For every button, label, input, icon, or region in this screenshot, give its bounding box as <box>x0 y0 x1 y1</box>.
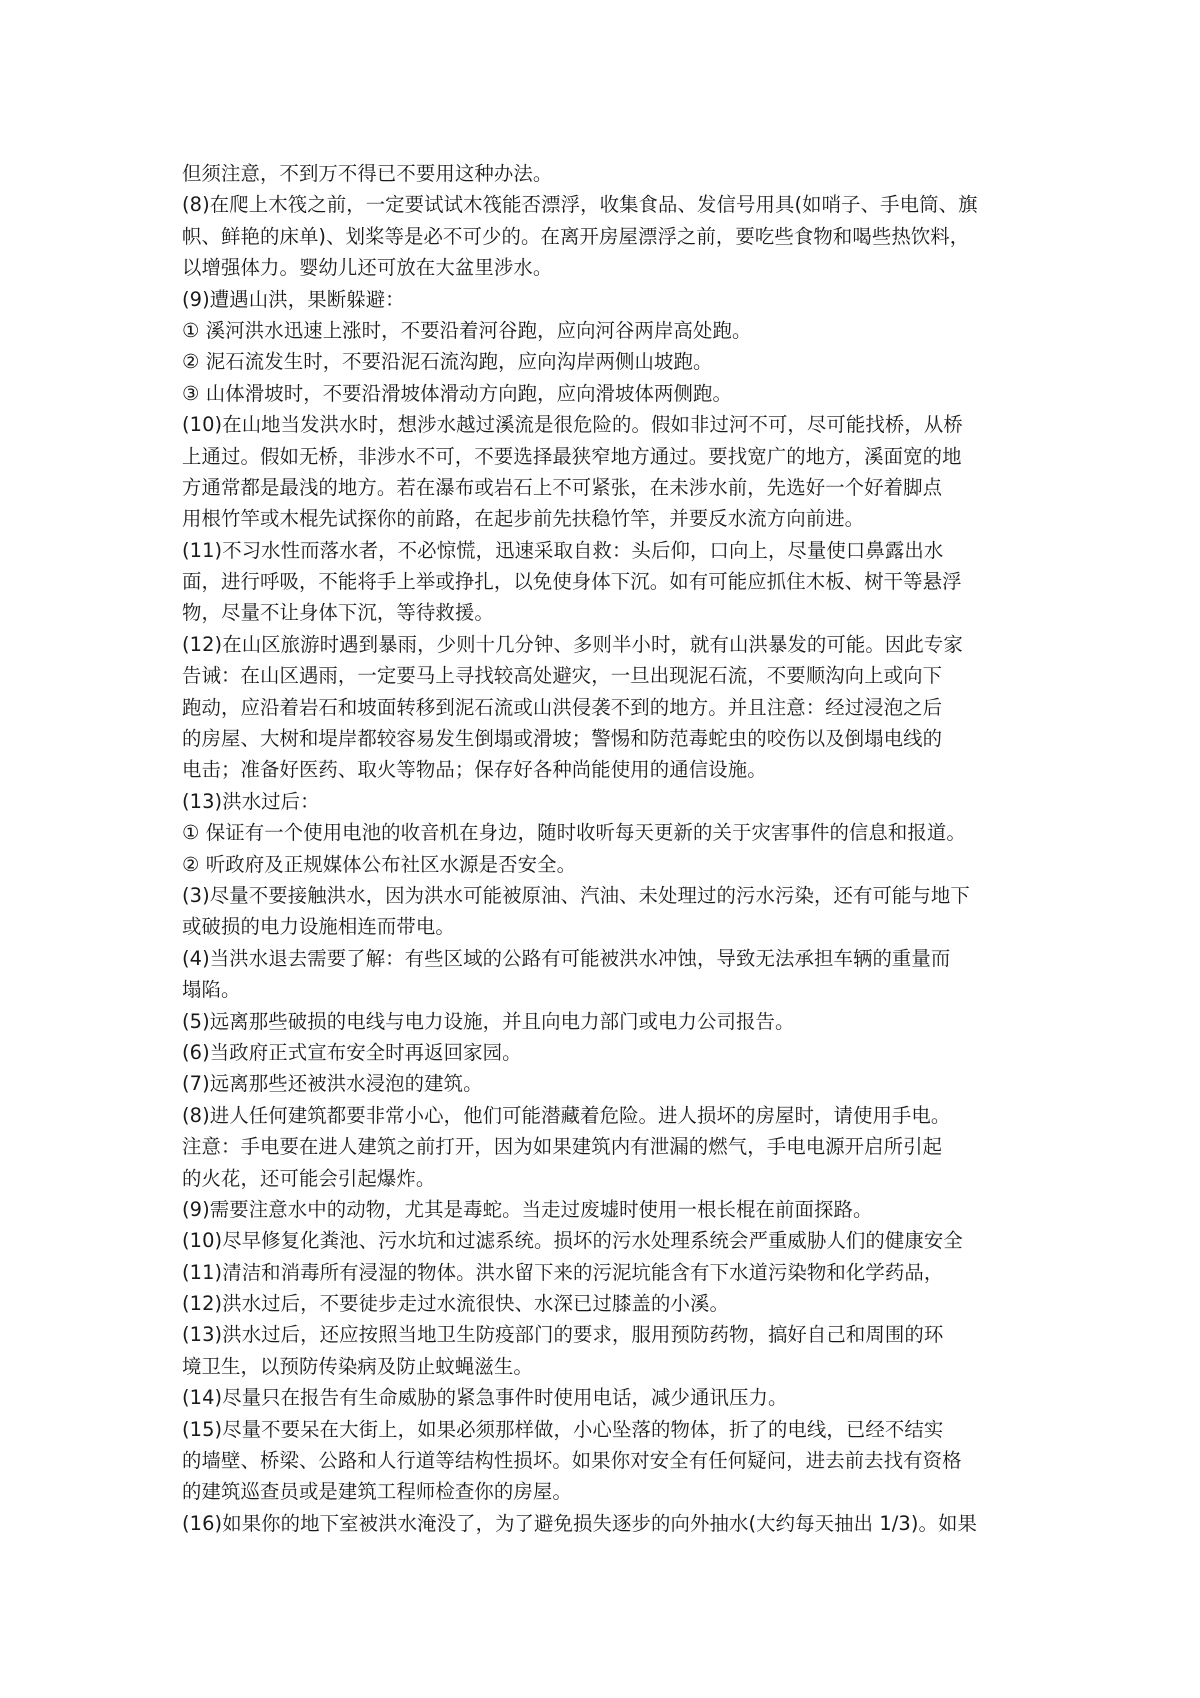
text-line: (7)远离那些还被洪水浸泡的建筑。 <box>182 1072 483 1096</box>
document-body <box>182 158 1032 1539</box>
text-line: (14)尽量只在报告有生命威胁的紧急事件时使用电话，减少通讯压力。 <box>182 1386 788 1410</box>
text-line: 境卫生，以预防传染病及防止蚊蝇滋生。 <box>182 1354 533 1378</box>
text-line: (11)不习水性而落水者，不必惊慌，迅速采取自救：头后仰，口向上，尽量使口鼻露出水 <box>182 538 944 562</box>
text-line: 帜、鲜艳的床单)、划桨等是必不可少的。在离开房屋漂浮之前，要吃些食物和喝些热饮料， <box>182 224 970 248</box>
text-line: 电击；准备好医药、取火等物品；保存好各种尚能使用的通信设施。 <box>182 758 767 782</box>
text-line: 的建筑巡查员或是建筑工程师检查你的房屋。 <box>182 1480 572 1504</box>
text-line: 物，尽量不让身体下沉，等待救援。 <box>182 601 494 625</box>
text-line: ② 听政府及正规媒体公布社区水源是否安全。 <box>182 852 577 876</box>
text-line: (9)需要注意水中的动物，尤其是毒蛇。当走过废墟时使用一根长棍在前面探路。 <box>182 1197 873 1221</box>
text-line: 注意：手电要在进人建筑之前打开，因为如果建筑内有泄漏的燃气，手电电源开启所引起 <box>182 1135 943 1159</box>
text-line: (13)洪水过后： <box>182 789 320 813</box>
text-line: ③ 山体滑坡时，不要沿滑坡体滑动方向跑，应向滑坡体两侧跑。 <box>182 381 732 405</box>
text-line: 告诫：在山区遇雨，一定要马上寻找较高处避灾，一旦出现泥石流，不要顺沟向上或向下 <box>182 664 943 688</box>
text-line: 的墙壁、桥梁、公路和人行道等结构性损坏。如果你对安全有任何疑问，进去前去找有资格 <box>182 1449 962 1473</box>
text-line: 的火花，还可能会引起爆炸。 <box>182 1166 436 1190</box>
text-line: 面，进行呼吸，不能将手上举或挣扎，以免使身体下沉。如有可能应抓住木板、树干等悬浮 <box>182 570 962 594</box>
text-line: 上通过。假如无桥，非涉水不可，不要选择最狭窄地方通过。要找宽广的地方，溪面宽的地 <box>182 444 962 468</box>
text-line: 用根竹竿或木棍先试探你的前路，在起步前先扶稳竹竿，并要反水流方向前进。 <box>182 507 865 531</box>
text-line: (15)尽量不要呆在大街上，如果必须那样做，小心坠落的物体，折了的电线，已经不结实 <box>182 1417 944 1441</box>
text-line: 以增强体力。婴幼儿还可放在大盆里涉水。 <box>182 256 553 280</box>
text-line: (10)在山地当发洪水时，想涉水越过溪流是很危险的。假如非过河不可，尽可能找桥，从桥 <box>182 413 963 437</box>
text-line: 方通常都是最浅的地方。若在瀑布或岩石上不可紧张，在未涉水前，先选好一个好着脚点 <box>182 475 943 499</box>
text-line: (3)尽量不要接触洪水，因为洪水可能被原油、汽油、未处理过的污水污染，还有可能与地下 <box>182 883 970 907</box>
text-line: 但须注意，不到万不得已不要用这种办法。 <box>182 162 553 185</box>
text-line: (6)当政府正式宣布安全时再返回家园。 <box>182 1040 522 1064</box>
text-line: (13)洪水过后，还应按照当地卫生防疫部门的要求，服用预防药物，搞好自己和周围的环 <box>182 1323 944 1347</box>
text-line: (12)洪水过后，不要徒步走过水流很快、水深已过膝盖的小溪。 <box>182 1292 729 1316</box>
text-line: (9)遭遇山洪，果断躲避： <box>182 287 405 311</box>
text-line: ① 溪河洪水迅速上涨时，不要沿着河谷跑，应向河谷两岸高处跑。 <box>182 318 752 342</box>
text-line: (11)清洁和消毒所有浸湿的物体。洪水留下来的污泥坑能含有下水道污染物和化学药品， <box>182 1260 944 1284</box>
text-line: 的房屋、大树和堤岸都较容易发生倒塌或滑坡；警惕和防范毒蛇虫的咬伤以及倒塌电线的 <box>182 727 943 751</box>
text-line: (8)进人任何建筑都要非常小心，他们可能潜藏着危险。进人损坏的房屋时，请使用手电。 <box>182 1103 951 1127</box>
text-line: (4)当洪水退去需要了解：有些区域的公路有可能被洪水冲蚀，导致无法承担车辆的重量而 <box>182 946 951 970</box>
text-line: (5)远离那些破损的电线与电力设施，并且向电力部门或电力公司报告。 <box>182 1009 795 1033</box>
text-line: ② 泥石流发生时，不要沿泥石流沟跑，应向沟岸两侧山坡跑。 <box>182 350 713 374</box>
document-page <box>182 158 1032 1539</box>
text-line: (12)在山区旅游时遇到暴雨，少则十几分钟、多则半小时，就有山洪暴发的可能。因此专家 <box>182 632 963 656</box>
text-line: 跑动，应沿着岩石和坡面转移到泥石流或山洪侵袭不到的地方。并且注意：经过浸泡之后 <box>182 695 943 719</box>
text-line: (16)如果你的地下室被洪水淹没了，为了避免损失逐步的向外抽水(大约每天抽出 1/3)。如果 <box>182 1511 977 1535</box>
text-line: 或破损的电力设施相连而带电。 <box>182 915 455 939</box>
text-line: ① 保证有一个使用电池的收音机在身边，随时收听每天更新的关于灾害事件的信息和报道。 <box>182 821 966 845</box>
text-line: (8)在爬上木筏之前，一定要试试木筏能否漂浮，收集食品、发信号用具(如哨子、手电筒、旗 <box>182 193 978 217</box>
text-line: (10)尽早修复化粪池、污水坑和过滤系统。损坏的污水处理系统会严重威胁人们的健康安全 <box>182 1229 963 1253</box>
text-line: 塌陷。 <box>182 978 241 1002</box>
